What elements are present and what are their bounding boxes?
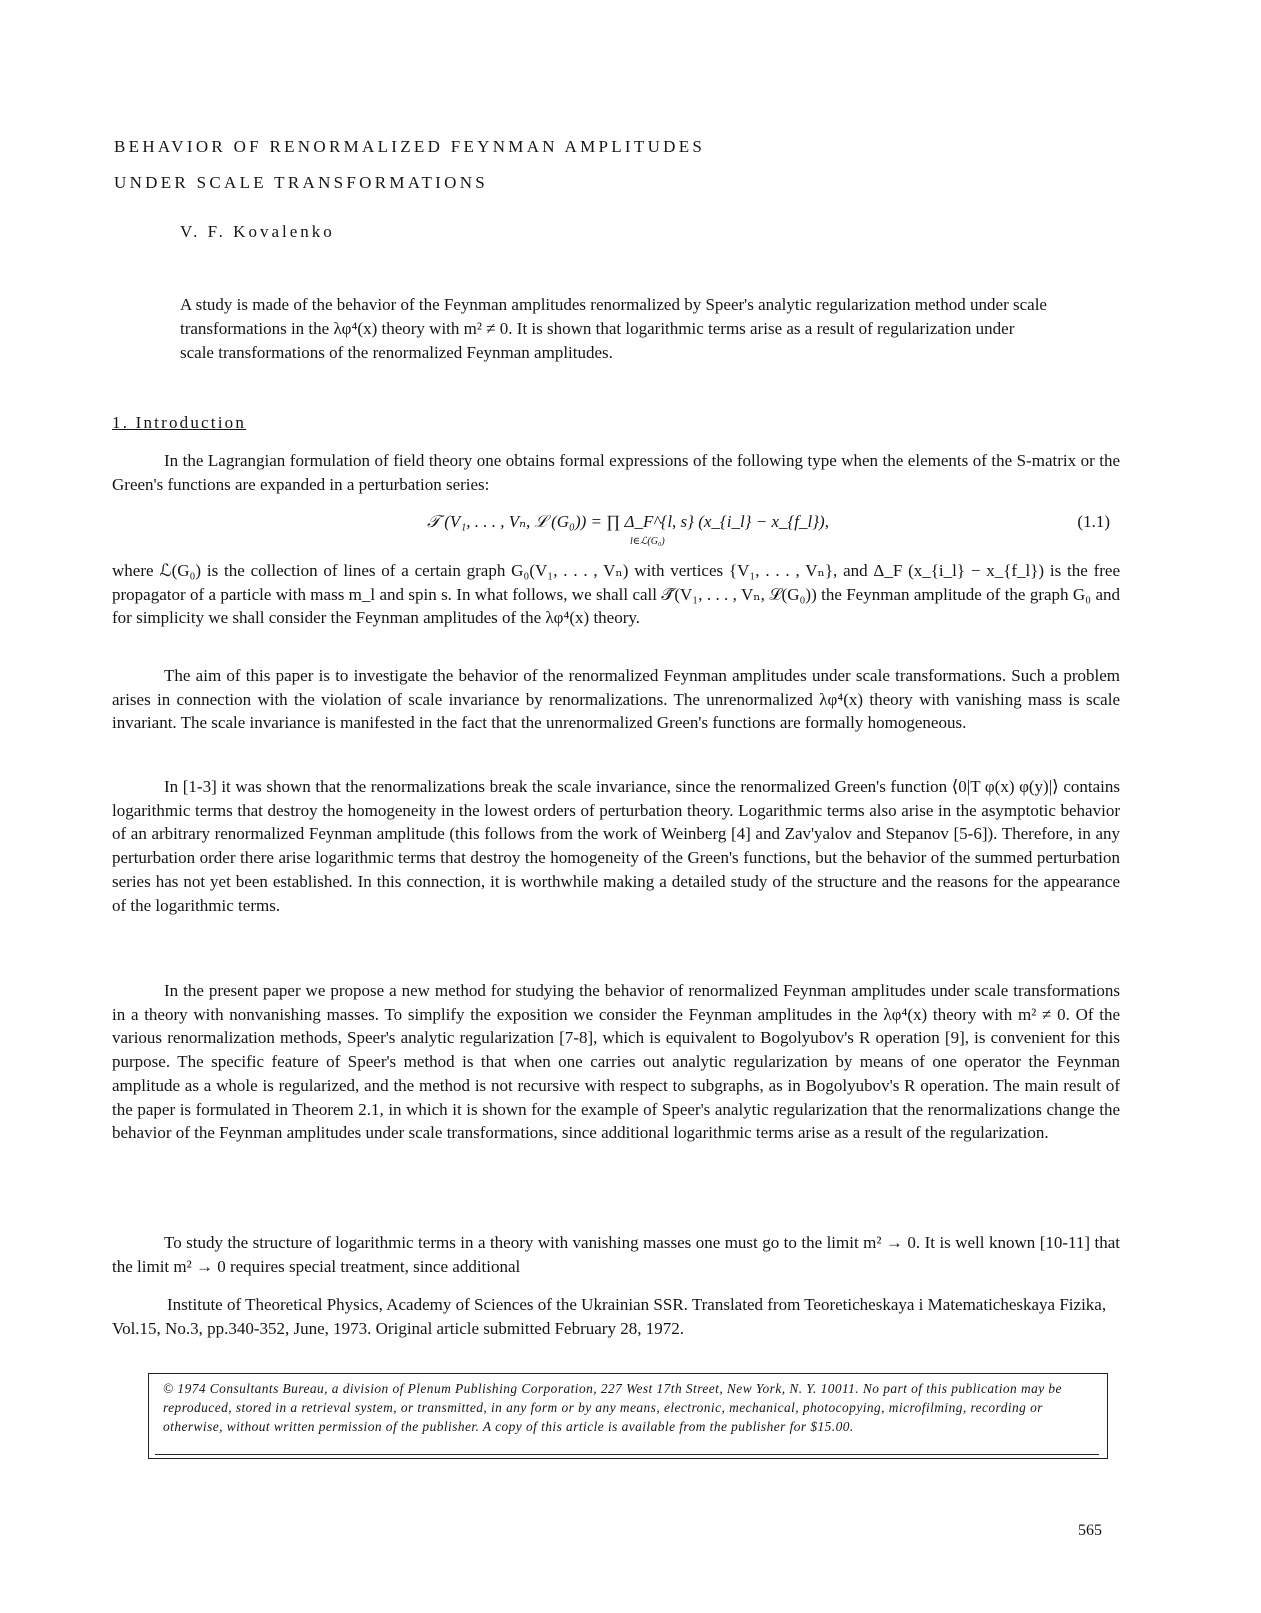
equation-product-subscript: l∈ℒ(G₀) (630, 536, 665, 547)
equation-body: 𝒯 (V₁, . . . , Vₙ, ℒ (G₀)) = ∏ Δ_F^{l, s} (x_{i_l} − x_{f_l}), (427, 512, 829, 531)
intro-paragraph-5: In the present paper we propose a new method for studying the behavior of renormalized Feynman amplitudes under scale transformations in a theory with nonvanishing masses. To simplify the exposition we consider the Feynman amplitudes in the λφ⁴(x) theory with m² ≠ 0. Of the various renormalization methods, Speer's analytic regularization [7-8], which is equivalent to Bogolyubov's R operation [9], is convenient for this purpose. The specific feature of Speer's method is that when one carries out analytic regularization by means of one operator the Feynman amplitude as a whole is regularized, and the method is not recursive with respect to subgraphs, as in Bogolyubov's R operation. The main result of the paper is formulated in Theorem 2.1, in which it is shown for the example of Speer's analytic regularization that the renormalizations change the behavior of the Feynman amplitudes under scale transformations, since additional logarithmic terms arise as a result of the regularization. (112, 981, 1120, 1143)
affiliation-footnote: Institute of Theoretical Physics, Academy of Sciences of the Ukrainian SSR. Translated from Teoreticheskaya i Matematicheskaya Fizika, Vol.15, No.3, pp.340-352, June, 1973. Original article submitted February 28, 1972. (112, 1295, 1107, 1338)
intro-paragraph-4: In [1-3] it was shown that the renormalizations break the scale invariance, since the renormalized Green's function ⟨0|T φ(x) φ(y)|⟩ contains logarithmic terms that destroy the homogeneity in the lowest orders of perturbation theory. Logarithmic terms also arise in the asymptotic behavior of an arbitrary renormalized Feynman amplitude (this follows from the work of Weinberg [4] and Zav'yalov and Stepanov [5-6]). Therefore, in any perturbation order there arise logarithmic terms that destroy the homogeneity of the Green's functions, but the behavior of the summed perturbation series has not yet been established. In this connection, it is worthwhile making a detailed study of the structure and the reasons for the appearance of the logarithmic terms. (112, 777, 1120, 915)
paper-title-line-1: BEHAVIOR OF RENORMALIZED FEYNMAN AMPLITUDES (114, 137, 706, 156)
intro-paragraph-2: where ℒ(G₀) is the collection of lines of a certain graph G₀(V₁, . . . , Vₙ) with vertices {V₁, . . . , Vₙ}, and Δ_F (x_{i_l} − x_{f_l}) is the free propagator of a particle with mass m_l and spin s. In what follows, we shall call 𝒯̃(V₁, . . . , Vₙ, ℒ(G₀)) the Feynman amplitude of the graph G₀ and for simplicity we shall consider the Feynman amplitudes of the λφ⁴(x) theory. (112, 561, 1120, 628)
equation-number: (1.1) (1077, 512, 1110, 531)
section-heading: 1. Introduction (112, 413, 247, 432)
abstract: A study is made of the behavior of the Feynman amplitudes renormalized by Speer's analytic regularization method under scale transformations in the λφ⁴(x) theory with m² ≠ 0. It is shown that logarithmic terms arise as a result of regularization under scale transformations of the renormalized Feynman amplitudes. (180, 295, 1047, 362)
equation-1-1 (112, 512, 1110, 552)
paper-title-line-2: UNDER SCALE TRANSFORMATIONS (114, 173, 489, 192)
intro-paragraph-3: The aim of this paper is to investigate the behavior of the renormalized Feynman amplitudes under scale transformations. Such a problem arises in connection with the violation of scale invariance by renormalizations. The unrenormalized λφ⁴(x) theory with vanishing mass is scale invariant. The scale invariance is manifested in the fact that the unrenormalized Green's functions are formally homogeneous. (112, 666, 1120, 733)
copyright-box (148, 1373, 1108, 1459)
intro-paragraph-6: To study the structure of logarithmic terms in a theory with vanishing masses one must go to the limit m² → 0. It is well known [10-11] that the limit m² → 0 requires special treatment, since additional (112, 1233, 1120, 1276)
page-number: 565 (1078, 1522, 1102, 1539)
copyright-notice: © 1974 Consultants Bureau, a division of Plenum Publishing Corporation, 227 West 17th Street, New York, N. Y. 10011. No part of this publication may be reproduced, stored in a retrieval system, or transmitted, in any form or by any means, electronic, mechanical, photocopying, microfilming, recording or otherwise, without written permission of the publisher. A copy of this article is available from the publisher for $15.00. (163, 1381, 1062, 1434)
author-name: V. F. Kovalenko (180, 222, 335, 241)
intro-paragraph-1: In the Lagrangian formulation of field theory one obtains formal expressions of the following type when the elements of the S-matrix or the Green's functions are expanded in a perturbation series: (112, 451, 1120, 494)
